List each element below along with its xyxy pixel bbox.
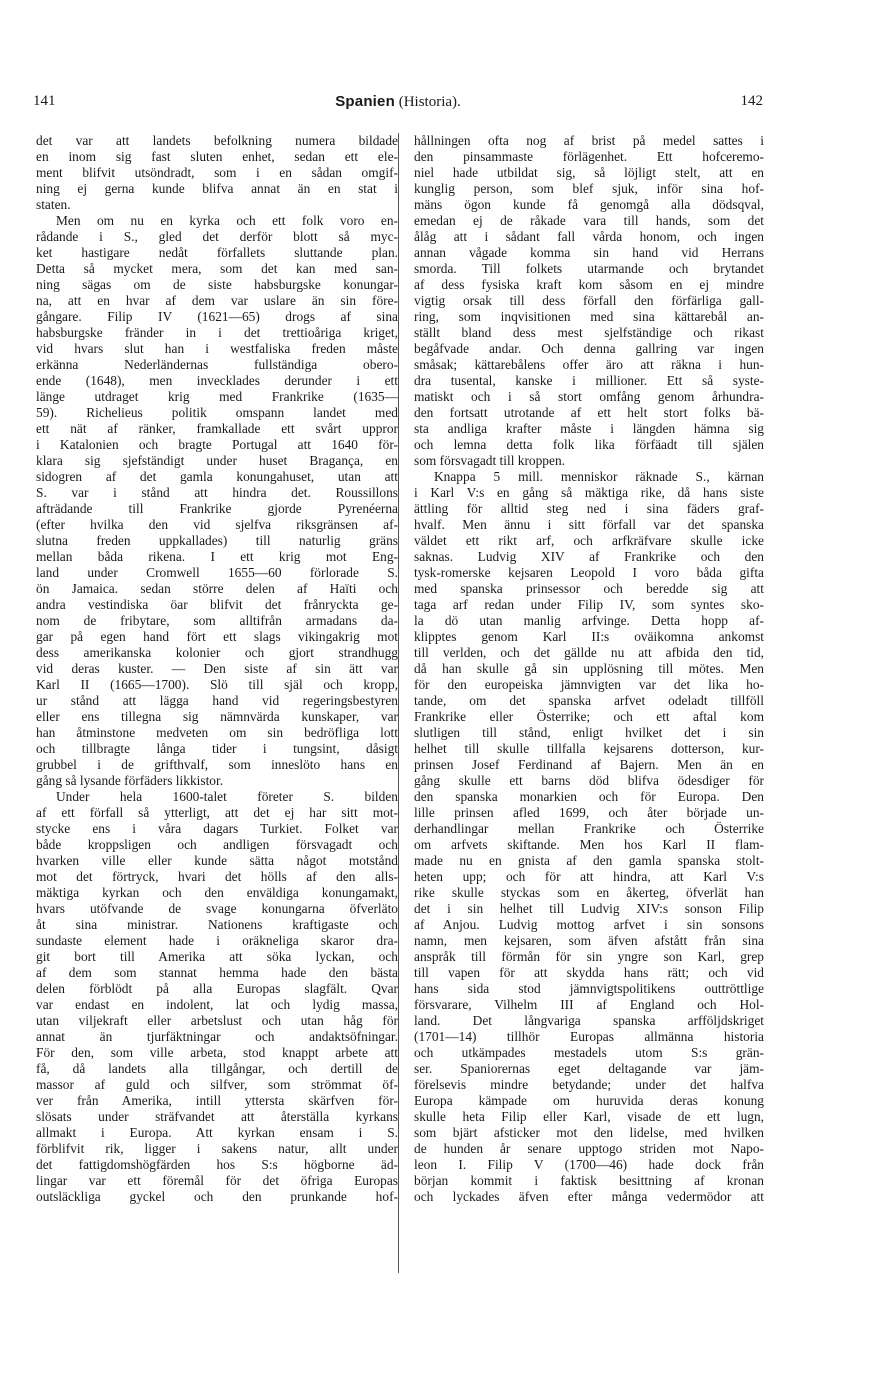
text-line: annan vågade komma sin hand vid Herrans bbox=[414, 245, 764, 260]
text-line: mäns ögon kunde få genomgå alla dödsqval, bbox=[414, 197, 764, 212]
text-line: hans sida stod jämnvigtspolitikens outtröttlige bbox=[414, 981, 764, 996]
text-line: (efter hvilka den vid sjelfva riksgränsen af- bbox=[36, 517, 398, 532]
text-line: ättling för alltid steg ned i sina fäders graf- bbox=[414, 501, 764, 516]
text-line: ålåg att i sådant fall vårda honom, och ingen bbox=[414, 229, 764, 244]
text-line: till verlden, och det gällde nu att afbida den tid, bbox=[414, 645, 764, 660]
text-line: outsläckliga gyckel och den prunkande hof- bbox=[36, 1189, 398, 1204]
text-line: prinsen Josef Ferdinand af Bajern. Men än en bbox=[414, 757, 764, 772]
text-line: niel hade utbildat sig, så löjligt stelt, att en bbox=[414, 165, 764, 180]
text-line: länge utdraget krig med Frankrike (1635— bbox=[36, 389, 398, 404]
text-line: som försvagadt till kroppen. bbox=[414, 453, 565, 468]
text-line: massor af guld och silfver, som strömmat öf- bbox=[36, 1077, 398, 1092]
text-line: och utkämpades mestadels utom S:s grän- bbox=[414, 1045, 764, 1060]
text-line: dess amerikanska kolonier och gjort strandhugg bbox=[36, 645, 398, 660]
text-line: förelsevis mindre betydande; under det halfva bbox=[414, 1077, 764, 1092]
text-line: slutligen till stånd, enligt hvilket det i sin bbox=[414, 725, 764, 740]
page-header bbox=[33, 93, 763, 115]
text-line: de hunden år senare upptogo striden mot Napo- bbox=[414, 1141, 764, 1156]
text-line: begåfvade andar. Och denna gallring var ingen bbox=[414, 341, 764, 356]
text-line: småsak; kättarebålens offer äro att räkna i hun- bbox=[414, 357, 764, 372]
text-line: erkänna Nederländernas fullständiga obero- bbox=[36, 357, 398, 372]
text-line: var endast en indolent, lat och lydig massa, bbox=[36, 997, 398, 1012]
text-line: både kroppsligen och andligen försvagadt och bbox=[36, 837, 398, 852]
text-line: sidogren af det gamla konungahuset, utan att bbox=[36, 469, 398, 484]
text-line: hvalf. Men ännu i sitt förfall var det spanska bbox=[414, 517, 764, 532]
text-line: han åtminstone medveten om sin bedröfliga lott bbox=[36, 725, 398, 740]
text-line: slutna freden uppkallades) till naturlig gräns bbox=[36, 533, 398, 548]
text-line: i Karl V:s en gång så mäktiga rike, då hans siste bbox=[414, 485, 764, 500]
text-line: om arfvets skiftande. Men hos Karl II flam- bbox=[414, 837, 764, 852]
text-line: af ett förfall så ytterligt, att det ej har sitt mot- bbox=[36, 805, 398, 820]
text-line: helhet till skulle tillfalla kejsarens dotterson, kur- bbox=[414, 741, 764, 756]
text-line: anspråk till förmån för sin yngre son Karl, grep bbox=[414, 949, 764, 964]
text-line: ser. Spaniorernas eget deltagande var jäm- bbox=[414, 1061, 764, 1076]
text-line: la dö utan manlig arfvinge. Detta hopp af- bbox=[414, 613, 764, 628]
text-line: i Katalonien och bragte Portugal att 1640 för- bbox=[36, 437, 398, 452]
text-line: och lyckades äfven efter många vedermödor att bbox=[414, 1189, 764, 1204]
text-line: allmakt i Europa. Att kyrkan ensam i S. bbox=[36, 1125, 398, 1140]
text-line: åt sina ministrar. Nationens kraftigaste och bbox=[36, 917, 398, 932]
text-line: tysk-romerske kejsaren Leopold I voro båda gifta bbox=[414, 565, 764, 580]
text-line: ställt bland dess mest sjelfständige och rikast bbox=[414, 325, 764, 340]
text-line: vigtig orsak till dess förfall den förfärliga gall- bbox=[414, 293, 764, 308]
text-line: Under hela 1600-talet företer S. bilden bbox=[56, 789, 398, 804]
text-line: hvarken ville eller kunde sätta något motstånd bbox=[36, 853, 398, 868]
text-line: smorda. Till folkets utarmande och brytandet bbox=[414, 261, 764, 276]
text-line: ett nät af ränker, framkallade ett svårt uppror bbox=[36, 421, 398, 436]
text-line: den fortsatt utrotande af ett helt stort folks bä- bbox=[414, 405, 764, 420]
text-line: klara sig sjefständigt under huset Bragança, en bbox=[36, 453, 398, 468]
text-line: För den, som ville arbeta, stod knappt arbete att bbox=[36, 1045, 398, 1060]
text-line: matiskt och i så stort omfång genom århundra- bbox=[414, 389, 764, 404]
text-line: väldet ett rikt arf, och arfkräfvare skulle icke bbox=[414, 533, 764, 548]
text-line: utan viljekraft eller arbetslust och utan håg för bbox=[36, 1013, 398, 1028]
text-line: emedan ej de råkade vara till hands, som det bbox=[414, 213, 764, 228]
text-line: afträdande till Frankrike gjorde Pyrenéerna bbox=[36, 501, 398, 516]
text-line: mäktiga kyrkan och den enväldiga konungamakt, bbox=[36, 885, 398, 900]
text-line: hållningen ofta nog af brist på medel sattes i bbox=[414, 133, 764, 148]
text-line: na, att en hvar af dem var uslare än sin före- bbox=[36, 293, 398, 308]
text-line: ur stånd att lägga hand vid regeringsbestyren bbox=[36, 693, 398, 708]
text-line: grubbel i de grifthvalf, som inneslöto hans en bbox=[36, 757, 398, 772]
text-line: git bort till Amerika att söka lyckan, och bbox=[36, 949, 398, 964]
text-line: lingar var ett föremål för det öfriga Europas bbox=[36, 1173, 398, 1188]
text-line: 59). Richelieus politik omspann landet med bbox=[36, 405, 398, 420]
text-line: staten. bbox=[36, 197, 71, 212]
text-line: dra tusental, kanske i millioner. Ett så syste- bbox=[414, 373, 764, 388]
text-line: den spanska monarkien och för Europa. Den bbox=[414, 789, 764, 804]
text-line: sta andliga krafter måste i längden hämna sig bbox=[414, 421, 764, 436]
text-line: rike skulle styckas som en åkerteg, öfverlät han bbox=[414, 885, 764, 900]
text-line: land under Cromwell 1655—60 förlorade S. bbox=[36, 565, 398, 580]
text-line: vid deras kuster. — Den siste af sin ätt var bbox=[36, 661, 398, 676]
running-title bbox=[33, 93, 763, 111]
text-line: eller ens tillegna sig nämnvärda kunskaper, var bbox=[36, 709, 398, 724]
text-line: början kommit i faktisk besittning af kronan bbox=[414, 1173, 764, 1188]
running-title-subtitle: (Historia). bbox=[398, 94, 461, 110]
running-title-main: Spanien bbox=[335, 93, 395, 110]
text-line: den pinsammaste förlägenhet. Ett hofceremo- bbox=[414, 149, 764, 164]
text-line: skulle heta Filip eller Karl, visade de ett lugn, bbox=[414, 1109, 764, 1124]
text-line: heten upp; och för att hindra, att Karl V:s bbox=[414, 869, 764, 884]
text-line: Europa kämpade om huruvida deras konung bbox=[414, 1093, 764, 1108]
text-line: andra vestindiska öar blifvit det frånryckta ge- bbox=[36, 597, 398, 612]
text-line: gång skulle ett barns död blifva ödesdiger för bbox=[414, 773, 764, 788]
text-line: Karl II (1665—1700). Slö till själ och kropp, bbox=[36, 677, 398, 692]
text-line: klipptes genom Karl II:s oväikomna ankomst bbox=[414, 629, 764, 644]
text-line: slösats under sträfvandet att återställa kyrkans bbox=[36, 1109, 398, 1124]
text-line: vid hvars slut han i westfaliska freden måste bbox=[36, 341, 398, 356]
text-line: ön Jamaica. sedan större delen af Haïti och bbox=[36, 581, 398, 596]
text-line: och lemna detta folk lika förfäadt till själen bbox=[414, 437, 764, 452]
text-line: af dem som stannat hemma hade den bästa bbox=[36, 965, 398, 980]
text-line: made nu en gnista af den gamla spanska stolt- bbox=[414, 853, 764, 868]
text-line: stycke ens i våra dagars Turkiet. Folket var bbox=[36, 821, 398, 836]
text-line: lille prinsen afled 1699, och åter började un- bbox=[414, 805, 764, 820]
text-line: gångare. Filip IV (1621—65) drogs af sina bbox=[36, 309, 398, 324]
text-line: förblifvit rik, ligger i sakens natur, allt under bbox=[36, 1141, 398, 1156]
text-line: det i sin helhet till Ludvig XIV:s sonson Filip bbox=[414, 901, 764, 916]
text-line: gar på egen hand fört ett slags vikingakrig mot bbox=[36, 629, 398, 644]
text-line: annat än tjurfäktningar och andaktsöfningar. bbox=[36, 1029, 398, 1044]
text-line: ende (1648), men invecklades derunder i ett bbox=[36, 373, 398, 388]
text-line: mot det förtryck, hvari det hölls af den alls- bbox=[36, 869, 398, 884]
text-line: ment blifvit utsöndradt, som i en sådan omgif- bbox=[36, 165, 398, 180]
text-line: rådande i S., gled det derför blott så myc- bbox=[36, 229, 398, 244]
left-column bbox=[36, 133, 398, 1205]
text-line: för den europeiska jämnvigten var det lika ho- bbox=[414, 677, 764, 692]
text-line: med spanska prinsessor och beredde sig att bbox=[414, 581, 764, 596]
text-line: habsburgske fränder in i det trettioåriga kriget, bbox=[36, 325, 398, 340]
text-line: hvars utöfvande de svage konungarna öfverläto bbox=[36, 901, 398, 916]
text-line: få, då landets alla tillgångar, och dertill de bbox=[36, 1061, 398, 1076]
text-line: Knappa 5 mill. menniskor räknade S., kärnan bbox=[434, 469, 764, 484]
text-line: det var att landets befolkning numera bildade bbox=[36, 133, 398, 148]
text-line: sundaste element hade i oräkneliga skaror dra- bbox=[36, 933, 398, 948]
text-line: mellan båda rikena. I ett krig mot Eng- bbox=[36, 549, 398, 564]
text-line: kunglig person, som blef sjuk, inför sina hof- bbox=[414, 181, 764, 196]
text-line: Detta så mycket mera, som det kan med san- bbox=[36, 261, 398, 276]
text-line: af dess fysiska kraft kom såsom en ej mindre bbox=[414, 277, 764, 292]
text-line: då han skulle gå sin upplösning till mötes. Men bbox=[414, 661, 764, 676]
text-line: försvarare, Vilhelm III af England och Hol- bbox=[414, 997, 764, 1012]
text-line: derhandlingar mellan Frankrike och Österrike bbox=[414, 821, 764, 836]
text-line: S. var i stånd att hindra det. Roussillons bbox=[36, 485, 398, 500]
text-line: namn, men kejsaren, som äfven afstått från sina bbox=[414, 933, 764, 948]
right-column bbox=[414, 133, 764, 1205]
text-line: ver från Amerika, intill yttersta skärfven för- bbox=[36, 1093, 398, 1108]
text-line: det fattigdomshögfärden hos S:s högborne äd- bbox=[36, 1157, 398, 1172]
text-line: som bjärt afsticker mot den lidelse, med hvilken bbox=[414, 1125, 764, 1140]
text-line: till vapen för att skydda hans rätt; och vid bbox=[414, 965, 764, 980]
page-number-right: 142 bbox=[740, 93, 763, 109]
text-line: och tillbragte långa tider i tungsint, dåsigt bbox=[36, 741, 398, 756]
text-line: leon I. Filip V (1700—46) hade dock från bbox=[414, 1157, 764, 1172]
text-line: ring, som inqvisitionen med sina kättarebål an- bbox=[414, 309, 764, 324]
text-line: ning ej gerna kunde blifva annat än en stat i bbox=[36, 181, 398, 196]
page-number-left: 141 bbox=[33, 93, 56, 109]
text-line: en inom sig fast sluten enhet, sedan ett ele- bbox=[36, 149, 398, 164]
text-line: ket hastigare nedåt förfallets sluttande plan. bbox=[36, 245, 398, 260]
text-line: land. Det långvariga spanska arfföljdskriget bbox=[414, 1013, 764, 1028]
text-line: af Anjou. Ludvig mottog arfvet i sin sonsons bbox=[414, 917, 764, 932]
column-divider bbox=[398, 133, 399, 1273]
text-line: ning sägas om de siste habsburgske konungar- bbox=[36, 277, 398, 292]
text-line: Frankrike eller Österrike; och ett aftal kom bbox=[414, 709, 764, 724]
text-line: gång så lysande förfäders likkistor. bbox=[36, 773, 224, 788]
text-line: (1701—14) tillhör Europas allmänna historia bbox=[414, 1029, 764, 1044]
text-line: tande, om det spanska arfvet odeladt tillföll bbox=[414, 693, 764, 708]
text-line: taga arf redan under Filip IV, som syntes sko- bbox=[414, 597, 764, 612]
text-line: nom de fribytare, som alltifrån armadans da- bbox=[36, 613, 398, 628]
text-line: Men om nu en kyrka och ett folk voro en- bbox=[56, 213, 398, 228]
text-line: delen förblödt på alla Europas slagfält. Qvar bbox=[36, 981, 398, 996]
text-line: saknas. Ludvig XIV af Frankrike och den bbox=[414, 549, 764, 564]
